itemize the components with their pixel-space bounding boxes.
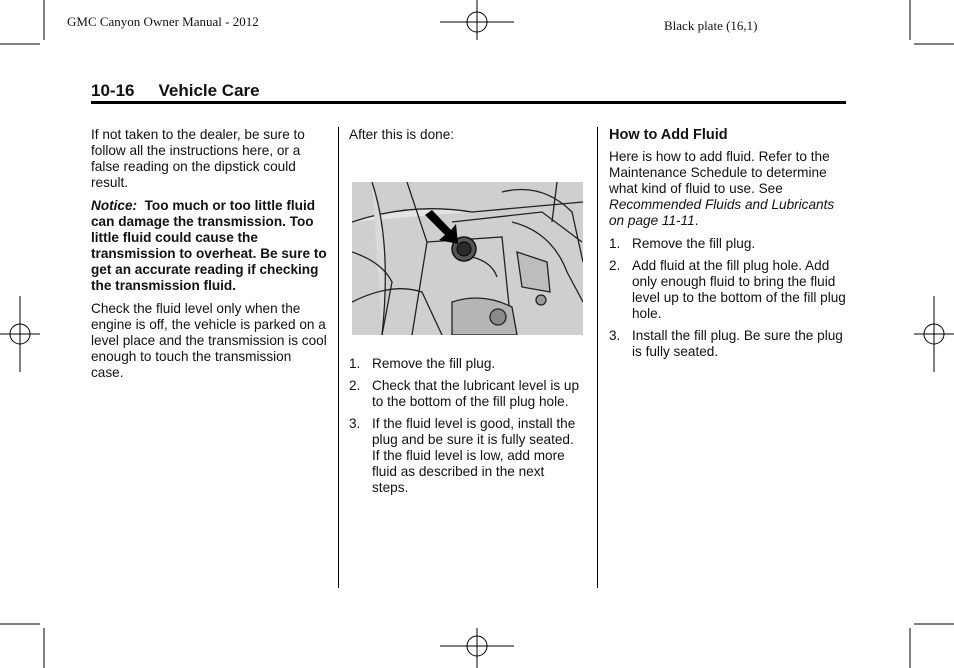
paragraph-check-level: Check the fluid level only when the engine is off, the vehicle is parked on a level place and the transmission is cool enough to touch the transmission case.	[91, 301, 327, 380]
paragraph-intro: If not taken to the dealer, be sure to follow all the instructions here, or a false reading on the dipstick could result.	[91, 127, 305, 190]
add-fluid-steps-list	[609, 236, 849, 360]
header-plate-label: Black plate (16,1)	[664, 18, 758, 33]
column-2-steps	[349, 356, 581, 502]
list-item: 2. Check that the lubricant level is up to the bottom of the fill plug hole.	[349, 378, 580, 409]
notice-paragraph	[91, 198, 327, 294]
list-item: 3. Install the fill plug. Be sure the plug is fully seated.	[609, 328, 843, 359]
cross-reference-link[interactable]: Recommended Fluids and Lubricants on page 11-11	[609, 197, 835, 228]
section-title	[91, 81, 260, 101]
column-divider-2	[597, 127, 598, 588]
notice-text: Too much or too little fluid can damage the transmission. Too little fluid could cause the transmission to overheat. Be sure to get an accurate reading if checking the transmission fluid.	[91, 198, 327, 293]
paragraph-add-fluid: Here is how to add fluid. Refer to the Maintenance Schedule to determine what kind of fluid to use. See Recommended Fluids and Lubricants on page 11-11.	[609, 149, 835, 228]
column-3	[609, 127, 849, 366]
subsection-heading: How to Add Fluid	[609, 127, 728, 143]
list-item: 1. Remove the fill plug.	[349, 356, 496, 371]
section-number: 10-16	[91, 81, 135, 100]
header-manual-title: GMC Canyon Owner Manual - 2012	[67, 14, 259, 29]
section-name: Vehicle Care	[158, 81, 260, 100]
transmission-fill-plug-illustration	[352, 182, 583, 335]
list-item: 1. Remove the fill plug.	[609, 236, 756, 251]
column-divider-1	[338, 127, 339, 588]
title-rule	[91, 101, 846, 104]
notice-label: Notice:	[91, 198, 138, 213]
list-item: 2. Add fluid at the fill plug hole. Add only enough fluid to bring the fluid level up to the bottom of the fill plug hole.	[609, 258, 846, 321]
paragraph-after-done: After this is done:	[349, 127, 455, 142]
check-steps-list	[349, 356, 581, 496]
column-1	[91, 127, 327, 388]
list-item: 3. If the fluid level is good, install the plug and be sure it is fully seated. If the fluid level is low, add more fluid as described in the next steps.	[349, 416, 576, 495]
column-2	[349, 127, 581, 150]
